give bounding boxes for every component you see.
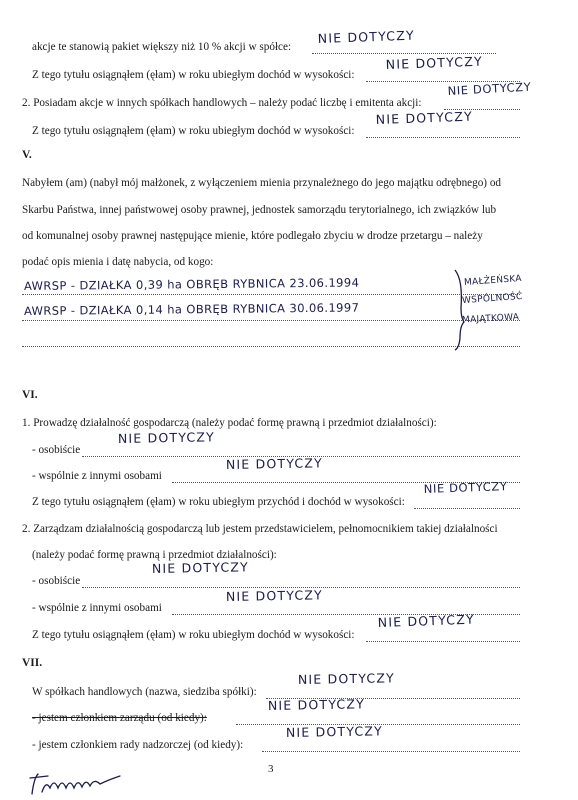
handwritten-answer: NIE DOTYCZY xyxy=(377,611,476,630)
paragraph-line: Skarbu Państwa, innej państwowej osoby prawnej, jednostek samorządu terytorialnego, ich związków lub xyxy=(22,204,497,216)
management-label-cont: (należy podać formę prawną i przedmiot działalności): xyxy=(32,549,277,561)
personally-label: - osobiście xyxy=(32,444,81,456)
income-label: Z tego tytułu osiągnąłem (ęłam) w roku ubiegłym dochód w wysokości: xyxy=(32,69,355,81)
handwritten-answer: NIE DOTYCZY xyxy=(267,696,366,713)
handwritten-note: MAŁŻEŃSKA xyxy=(463,273,523,289)
paragraph-line: od komunalnej osoby prawnej następujące mienie, które podlegało zbyciu w drodze przetargu – należy xyxy=(22,230,483,242)
handwritten-note: WSPÓLNOŚĆ xyxy=(461,291,523,307)
supervisory-board-label: - jestem członkiem rady nadzorczej (od kiedy): xyxy=(32,739,244,751)
handwritten-answer: NIE DOTYCZY xyxy=(225,455,324,472)
fill-line xyxy=(366,641,520,642)
handwritten-answer: NIE DOTYCZY xyxy=(375,108,474,127)
jointly-label: - wspólnie z innymi osobami xyxy=(32,470,162,482)
handwritten-answer: NIE DOTYCZY xyxy=(297,670,396,687)
handwritten-answer: NIE DOTYCZY xyxy=(225,587,324,604)
handwritten-answer: NIE DOTYCZY xyxy=(317,27,416,46)
handwritten-answer: NIE DOTYCZY xyxy=(285,723,384,740)
companies-label: W spółkach handlowych (nazwa, siedziba spółki): xyxy=(32,686,257,698)
income-label: Z tego tytułu osiągnąłem (ęłam) w roku ubiegłym dochód w wysokości: xyxy=(32,125,355,137)
section-heading-vi: VI. xyxy=(22,389,38,401)
other-shares-label: 2. Posiadam akcje w innych spółkach handlowych – należy podać liczbę i emitenta akcji: xyxy=(22,97,422,109)
paragraph-line: Nabyłem (am) (nabył mój małżonek, z wyłączeniem mienia przynależnego do jego majątku odrębnego) od xyxy=(22,177,502,189)
personally-label: - osobiście xyxy=(32,575,81,587)
handwritten-answer: NIE DOTYCZY xyxy=(117,429,216,446)
fill-line xyxy=(22,320,520,321)
handwritten-note: MAJĄTKOWA xyxy=(461,312,520,326)
fill-line xyxy=(22,346,520,347)
fill-line xyxy=(414,508,520,509)
fill-line xyxy=(22,294,520,295)
page-number: 3 xyxy=(268,763,274,775)
paragraph-line: podać opis mienia i datę nabycia, od kogo: xyxy=(22,256,214,268)
section-heading-v: V. xyxy=(22,149,32,161)
handwritten-answer: NIE DOTYCZY xyxy=(423,479,508,496)
signature-icon xyxy=(28,768,128,798)
handwritten-answer: NIE DOTYCZY xyxy=(385,53,484,72)
management-label: 2. Zarządzam działalnością gospodarczą lub jestem przedstawicielem, pełnomocnikiem takiej działalności xyxy=(22,523,498,535)
handwritten-answer: NIE DOTYCZY xyxy=(447,79,532,98)
section-heading-vii: VII. xyxy=(22,657,43,669)
fill-line xyxy=(262,751,520,752)
income-label: Z tego tytułu osiągnąłem (ęłam) w roku ubiegłym dochód w wysokości: xyxy=(32,629,355,641)
revenue-label: Z tego tytułu osiągnąłem (ęłam) w roku ubiegłym przychód i dochód w wysokości: xyxy=(32,496,405,508)
handwritten-entry: AWRSP - DZIAŁKA 0,39 ha OBRĘB RYBNICA 23.06.1994 xyxy=(23,275,360,293)
board-member-label: - jestem członkiem zarządu (od kiedy): xyxy=(32,712,207,724)
fill-line xyxy=(366,137,520,138)
jointly-label: - wspólnie z innymi osobami xyxy=(32,602,162,614)
shares-10-percent-label: akcje te stanowią pakiet większy niż 10 % akcji w spółce: xyxy=(32,41,292,53)
business-activity-label: 1. Prowadzę działalność gospodarczą (należy podać formę prawną i przedmiot działalności): xyxy=(22,417,437,429)
handwritten-entry: AWRSP - DZIAŁKA 0,14 ha OBRĘB RYBNICA 30.06.1997 xyxy=(23,300,360,318)
handwritten-answer: NIE DOTYCZY xyxy=(151,559,250,576)
